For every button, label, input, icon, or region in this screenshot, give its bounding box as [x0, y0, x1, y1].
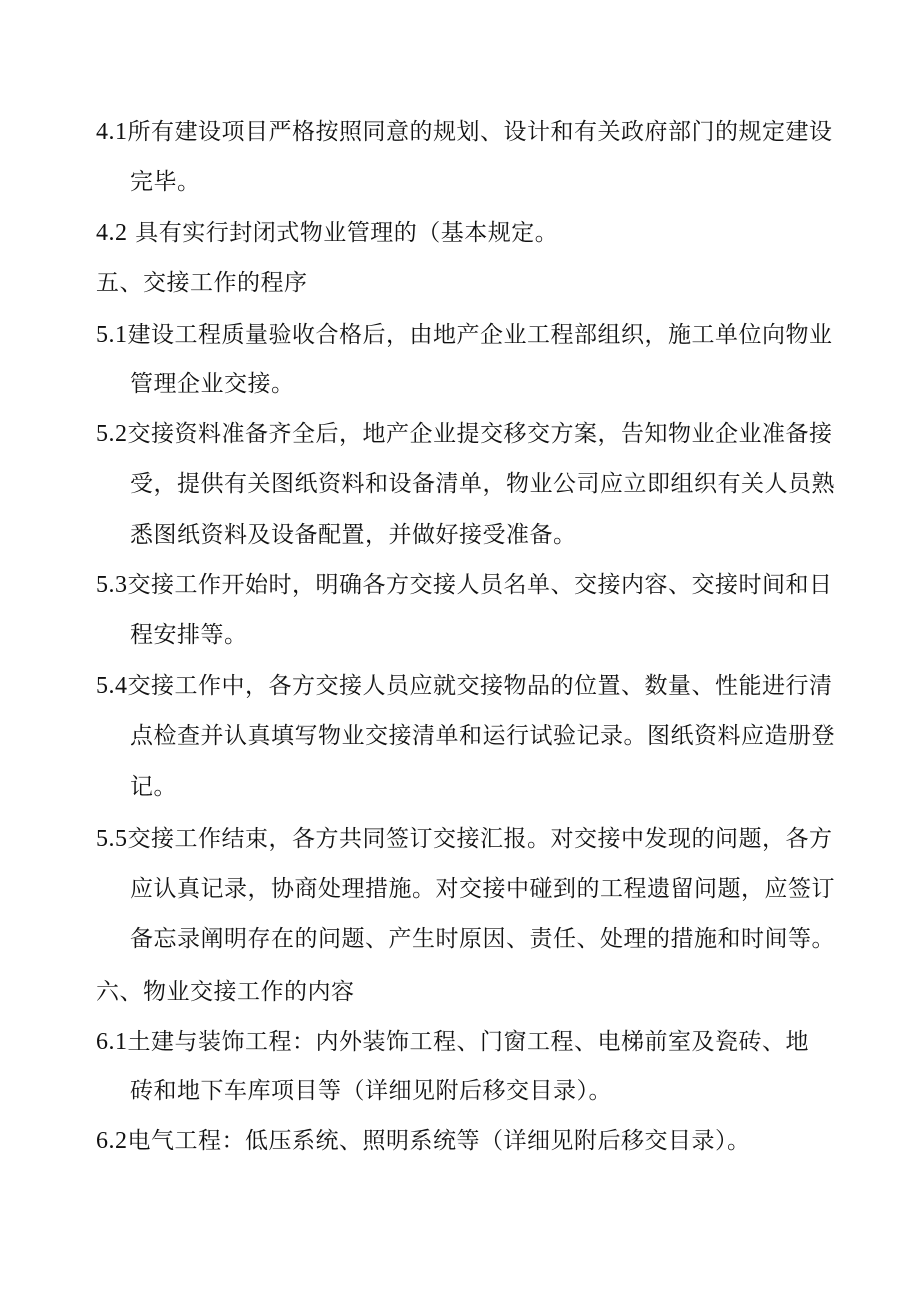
- clause-number: 5.2: [96, 421, 128, 447]
- clause-5-1-line-2: [130, 369, 295, 399]
- clause-text: 交接工作中，各方交接人员应就交接物品的位置、数量、性能进行清: [127, 673, 833, 699]
- clause-text: 点检查并认真填写物业交接清单和运行试验记录。图纸资料应造册登: [130, 723, 835, 749]
- clause-5-3-line-1: [96, 570, 833, 600]
- clause-5-1-line-1: [96, 320, 833, 350]
- clause-text: 悉图纸资料及设备配置，并做好接受准备。: [130, 522, 577, 548]
- clause-5-4-line-3: [130, 772, 177, 802]
- clause-4-2-line-1: [96, 218, 558, 248]
- clause-text: 程安排等。: [130, 622, 248, 648]
- clause-6-1-line-1: [96, 1027, 809, 1057]
- clause-number: 5.4: [96, 673, 128, 699]
- clause-5-5-line-1: [96, 824, 833, 854]
- clause-number: 5.1: [96, 322, 128, 348]
- clause-text: 记。: [130, 774, 177, 800]
- clause-text: 砖和地下车库项目等（详细见附后移交目录）。: [130, 1078, 612, 1104]
- clause-number: 5.3: [96, 572, 128, 598]
- clause-5-3-line-2: [130, 620, 248, 650]
- clause-6-1-line-2: [130, 1076, 612, 1106]
- clause-number: 5.5: [96, 826, 128, 852]
- clause-number: 4.2: [96, 220, 128, 246]
- clause-text: 建设工程质量验收合格后，由地产企业工程部组织，施工单位向物业: [127, 322, 833, 348]
- clause-number: 6.2: [96, 1128, 128, 1154]
- clause-text: 交接工作开始时，明确各方交接人员名单、交接内容、交接时间和日: [127, 572, 833, 598]
- clause-number: 4.1: [96, 119, 128, 145]
- clause-5-5-line-3: [130, 924, 835, 954]
- clause-text: 电气工程：低压系统、照明系统等（详细见附后移交目录）。: [127, 1128, 751, 1154]
- clause-text: 管理企业交接。: [130, 371, 295, 397]
- clause-text: 完毕。: [130, 169, 201, 195]
- clause-text: 交接工作结束，各方共同签订交接汇报。对交接中发现的问题，各方: [127, 826, 833, 852]
- section-heading-text: 六、物业交接工作的内容: [96, 979, 355, 1005]
- section-heading-text: 五、交接工作的程序: [96, 270, 308, 296]
- clause-4-1-line-1: [96, 117, 833, 147]
- section-heading-5: [96, 268, 308, 298]
- clause-5-2-line-1: [96, 419, 833, 449]
- clause-text: 受，提供有关图纸资料和设备清单，物业公司应立即组织有关人员熟: [130, 471, 835, 497]
- clause-text: 备忘录阐明存在的问题、产生时原因、责任、处理的措施和时间等。: [130, 926, 835, 952]
- clause-text: 具有实行封闭式物业管理的（基本规定。: [127, 220, 559, 246]
- clause-5-4-line-2: [130, 721, 835, 751]
- clause-text: 应认真记录，协商处理措施。对交接中碰到的工程遗留问题，应签订: [130, 876, 835, 902]
- clause-5-4-line-1: [96, 671, 833, 701]
- clause-5-5-line-2: [130, 874, 835, 904]
- clause-5-2-line-3: [130, 520, 577, 550]
- clause-4-1-line-2: [130, 167, 201, 197]
- clause-number: 6.1: [96, 1029, 128, 1055]
- section-heading-6: [96, 977, 355, 1007]
- clause-5-2-line-2: [130, 469, 835, 499]
- clause-text: 土建与装饰工程：内外装饰工程、门窗工程、电梯前室及瓷砖、地: [127, 1029, 809, 1055]
- clause-text: 所有建设项目严格按照同意的规划、设计和有关政府部门的规定建设: [127, 119, 833, 145]
- clause-6-2-line-1: [96, 1126, 751, 1156]
- clause-text: 交接资料准备齐全后，地产企业提交移交方案，告知物业企业准备接: [127, 421, 833, 447]
